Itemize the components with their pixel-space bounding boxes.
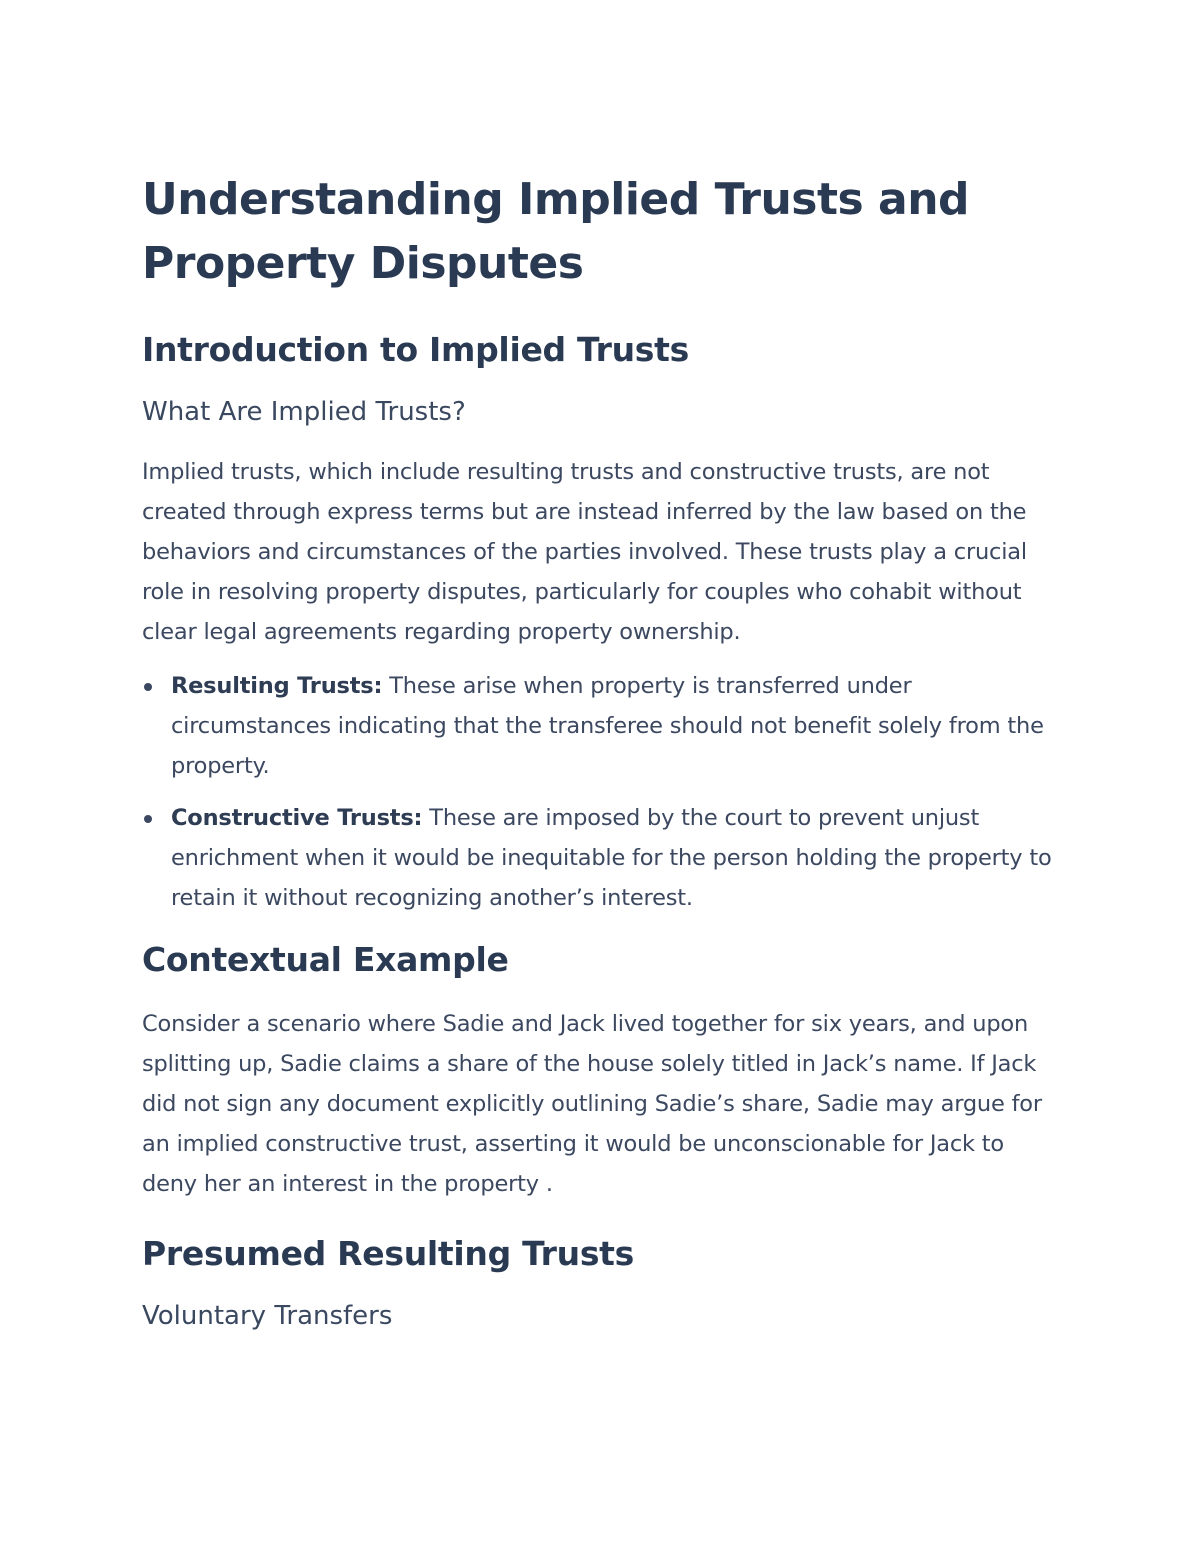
intro-paragraph: Implied trusts, which include resulting trusts and constructive trusts, are not created through express terms but are instead inferred by the law based on the behaviors and circumstances of the parties involved. These trusts play a crucial role in resolving property disputes, particularly for couples who cohabit without clear legal agreements regarding property ownership. [142, 459, 1027, 645]
example-paragraph: Consider a scenario where Sadie and Jack lived together for six years, and upon splitting up, Sadie claims a share of the house solely titled in Jack’s name. If Jack did not sign any document explicitly outlining Sadie’s share, Sadie may argue for an implied constructive trust, asserting it would be unconscionable for Jack to deny her an interest in the property . [142, 1011, 1042, 1197]
trust-types-list [142, 666, 1062, 918]
list-item-text: These arise when property is transferred under circumstances indicating that the transferee should not benefit solely from the property. [171, 673, 1044, 779]
section-heading-introduction: Introduction to Implied Trusts [142, 330, 689, 369]
bullet-icon [144, 683, 152, 691]
list-item [142, 798, 1062, 918]
list-item-term: Constructive Trusts: [171, 805, 423, 831]
section-heading-presumed-resulting-trusts: Presumed Resulting Trusts [142, 1234, 634, 1273]
subheading-what-are-implied-trusts: What Are Implied Trusts? [142, 397, 466, 427]
page-title: Understanding Implied Trusts and Property Disputes [142, 174, 970, 289]
list-item-text: These are imposed by the court to prevent unjust enrichment when it would be inequitable for the person holding the property to retain it without recognizing another’s interest. [171, 805, 1052, 911]
section-heading-contextual-example: Contextual Example [142, 940, 509, 979]
bullet-icon [144, 815, 152, 823]
list-item-term: Resulting Trusts: [171, 673, 383, 699]
subheading-voluntary-transfers: Voluntary Transfers [142, 1301, 393, 1331]
list-item [142, 666, 1062, 786]
document-page [142, 168, 1062, 1356]
